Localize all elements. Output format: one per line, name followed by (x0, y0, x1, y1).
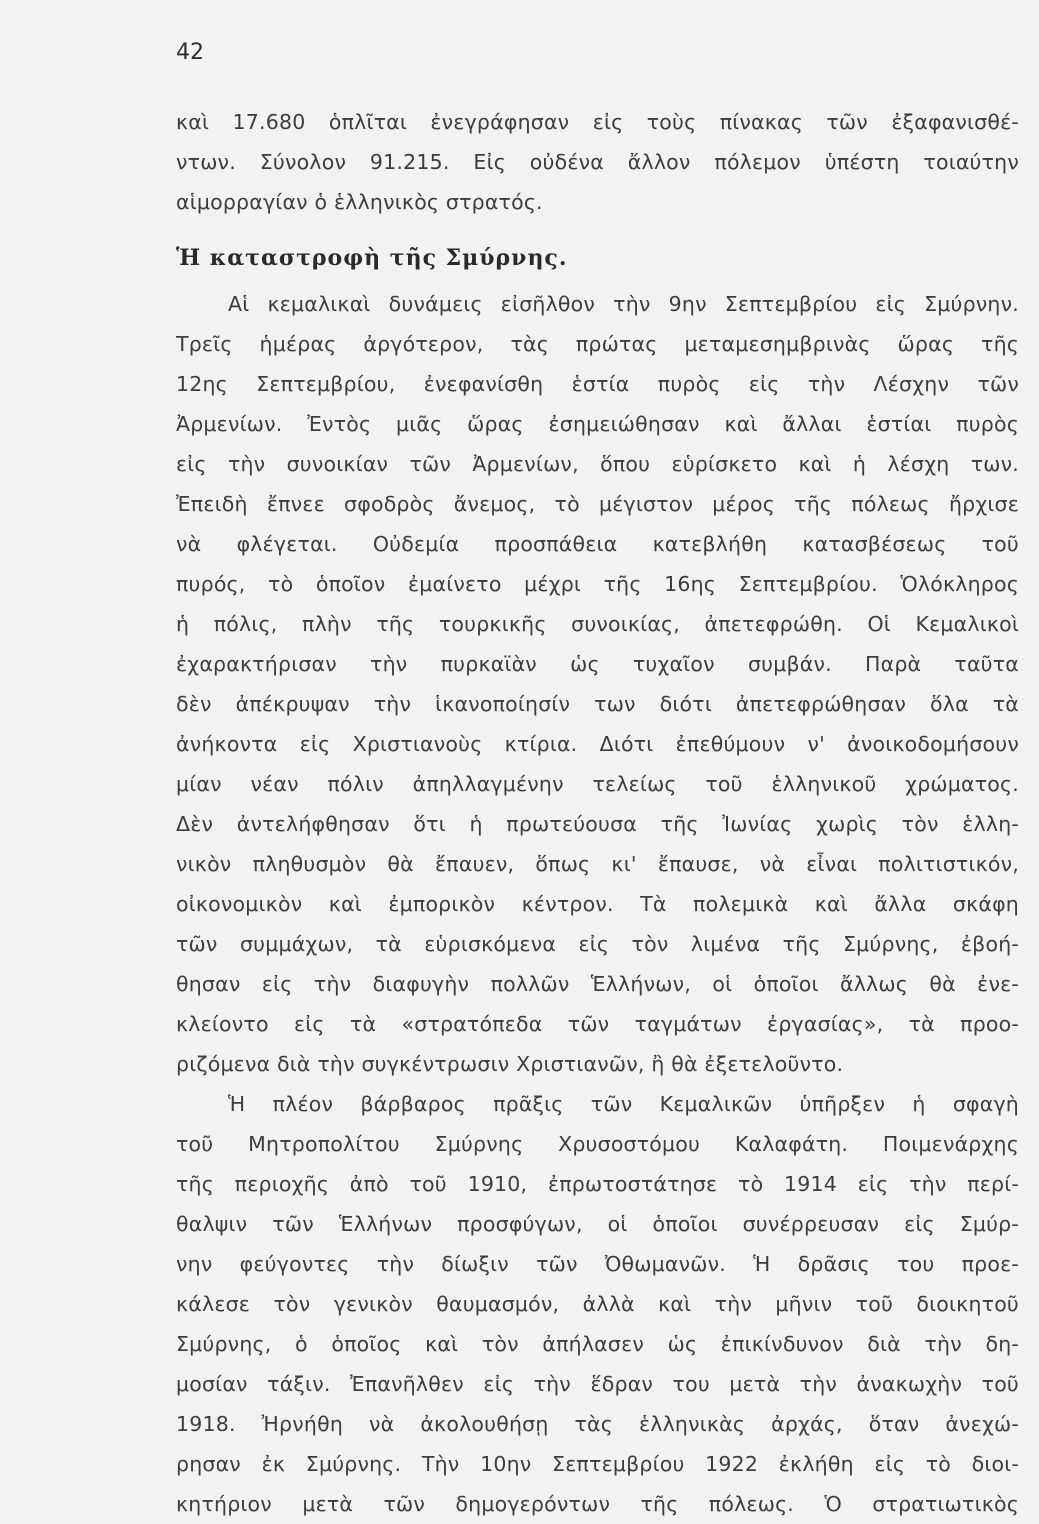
text-line: ἐχαρακτήρισαν τὴν πυρκαϊὰν ὡς τυχαῖον συμβάν. Παρὰ ταῦτα (176, 652, 1019, 676)
text-line: κλείοντο εἰς τὰ «στρατόπεδα τῶν ταγμάτων ἐργασίας», τὰ προο- (176, 1012, 1019, 1036)
text-line: ντων. Σύνολον 91.215. Εἰς οὐδένα ἄλλον πόλεμον ὑπέστη τοιαύτην (176, 150, 1019, 174)
text-line: Σμύρνης, ὁ ὁποῖος καὶ τὸν ἀπήλασεν ὡς ἐπικίνδυνον διὰ τὴν δη- (176, 1332, 1019, 1356)
text-line: θαλψιν τῶν Ἑλλήνων προσφύγων, οἱ ὁποῖοι συνέρρευσαν εἰς Σμύρ- (176, 1212, 1019, 1236)
text-line: νην φεύγοντες τὴν δίωξιν τῶν Ὀθωμανῶν. Ἡ δρᾶσις του προε- (176, 1252, 1019, 1276)
text-line: 1918. Ἠρνήθη νὰ ἀκολουθήσῃ τὰς ἑλληνικὰς ἀρχάς, ὅταν ἀνεχώ- (176, 1412, 1019, 1436)
text-line: Ἡ πλέον βάρβαρος πρᾶξις τῶν Κεμαλικῶν ὑπῆρξεν ἡ σφαγὴ (228, 1092, 1019, 1116)
text-line: θησαν εἰς τὴν διαφυγὴν πολλῶν Ἑλλήνων, οἱ ὁποῖοι ἄλλως θὰ ἐνε- (176, 972, 1019, 996)
section-heading: Ἡ καταστροφὴ τῆς Σμύρνης. (176, 245, 568, 271)
text-line: ριζόμενα διὰ τὴν συγκέντρωσιν Χριστιανῶν, ἢ θὰ ἐξετελοῦντο. (176, 1052, 844, 1076)
text-line: Τρεῖς ἡμέρας ἀργότερον, τὰς πρώτας μεταμεσημβρινὰς ὥρας τῆς (176, 332, 1019, 356)
text-line: Δὲν ἀντελήφθησαν ὅτι ἡ πρωτεύουσα τῆς Ἰωνίας χωρὶς τὸν ἑλλη- (176, 812, 1019, 836)
text-line: Αἱ κεμαλικαὶ δυνάμεις εἰσῆλθον τὴν 9ην Σεπτεμβρίου εἰς Σμύρνην. (228, 292, 1019, 316)
text-line: οἰκονομικὸν καὶ ἐμπορικὸν κέντρον. Τὰ πολεμικὰ καὶ ἄλλα σκάφη (176, 892, 1019, 916)
text-line: Ἀρμενίων. Ἐντὸς μιᾶς ὥρας ἐσημειώθησαν καὶ ἄλλαι ἑστίαι πυρὸς (176, 412, 1019, 436)
text-line: μίαν νέαν πόλιν ἀπηλλαγμένην τελείως τοῦ ἑλληνικοῦ χρώματος. (176, 772, 1019, 796)
text-line: τοῦ Μητροπολίτου Σμύρνης Χρυσοστόμου Καλαφάτη. Ποιμενάρχης (176, 1132, 1019, 1156)
text-line: εἰς τὴν συνοικίαν τῶν Ἀρμενίων, ὅπου εὑρίσκετο καὶ ἡ λέσχη των. (176, 452, 1019, 476)
text-line: μοσίαν τάξιν. Ἐπανῆλθεν εἰς τὴν ἕδραν του μετὰ τὴν ἀνακωχὴν τοῦ (176, 1372, 1019, 1396)
text-line: 12ης Σεπτεμβρίου, ἐνεφανίσθη ἑστία πυρὸς εἰς τὴν Λέσχην τῶν (176, 372, 1019, 396)
text-line: πυρός, τὸ ὁποῖον ἐμαίνετο μέχρι τῆς 16ης Σεπτεμβρίου. Ὁλόκληρος (176, 572, 1019, 596)
text-line: ρησαν ἐκ Σμύρνης. Τὴν 10ην Σεπτεμβρίου 1922 ἐκλήθη εἰς τὸ διοι- (176, 1452, 1019, 1476)
text-line: νικὸν πληθυσμὸν θὰ ἔπαυεν, ὅπως κι' ἔπαυσε, νὰ εἶναι πολιτιστικόν, (176, 852, 1019, 876)
text-line: νὰ φλέγεται. Οὐδεμία προσπάθεια κατεβλήθη κατασβέσεως τοῦ (176, 532, 1019, 556)
text-line: αἱμορραγίαν ὁ ἑλληνικὸς στρατός. (176, 190, 543, 214)
text-line: τῆς περιοχῆς ἀπὸ τοῦ 1910, ἐπρωτοστάτησε τὸ 1914 εἰς τὴν περί- (176, 1172, 1019, 1196)
page-number: 42 (176, 40, 204, 65)
body-text (176, 102, 1019, 1524)
text-line: δὲν ἀπέκρυψαν τὴν ἱκανοποίησίν των διότι ἀπετεφρώθησαν ὅλα τὰ (176, 692, 1019, 716)
text-line: καὶ 17.680 ὁπλῖται ἐνεγράφησαν εἰς τοὺς πίνακας τῶν ἐξαφανισθέ- (176, 110, 1019, 134)
text-line: τῶν συμμάχων, τὰ εὑρισκόμενα εἰς τὸν λιμένα τῆς Σμύρνης, ἐβοή- (176, 932, 1019, 956)
text-line: ἡ πόλις, πλὴν τῆς τουρκικῆς συνοικίας, ἀπετεφρώθη. Οἱ Κεμαλικοὶ (176, 612, 1019, 636)
text-line: κητήριον μετὰ τῶν δημογερόντων τῆς πόλεως. Ὁ στρατιωτικὸς (176, 1492, 1019, 1516)
text-line: ἀνήκοντα εἰς Χριστιανοὺς κτίρια. Διότι ἐπεθύμουν ν' ἀνοικοδομήσουν (176, 732, 1019, 756)
text-line: Ἐπειδὴ ἔπνεε σφοδρὸς ἄνεμος, τὸ μέγιστον μέρος τῆς πόλεως ἤρχισε (176, 492, 1019, 516)
text-line: κάλεσε τὸν γενικὸν θαυμασμόν, ἀλλὰ καὶ τὴν μῆνιν τοῦ διοικητοῦ (176, 1292, 1019, 1316)
